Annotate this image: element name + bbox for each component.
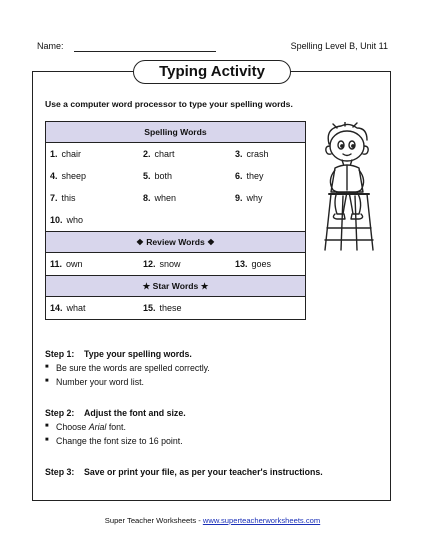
review-words-heading: ❖ Review Words ❖ [46,231,305,253]
step-heading: Adjust the font and size. [84,408,186,418]
list-item: ■ Be sure the words are spelled correctly. [56,363,210,373]
table-row: 14. what 15. these [50,303,182,313]
list-item: ■ Choose Arial font. [56,422,126,432]
word: both [154,171,173,181]
name-label: Name: [37,41,64,51]
word: what [66,303,86,313]
boy-on-stool-illustration [315,122,383,252]
footer-text: Super Teacher Worksheets - [104,516,203,525]
step-label: Step 3: [45,467,75,477]
word: snow [159,259,181,269]
word-table [45,121,306,320]
footer [0,516,425,525]
star-words-heading: ★ Star Words ★ [46,275,305,297]
table-row: 10. who [50,215,84,225]
word: goes [251,259,272,269]
step-heading: Save or print your file, as per your teacher's instructions. [84,467,323,477]
list-item: ■ Change the font size to 16 point. [56,436,183,446]
footer-link[interactable]: www.superteacherworksheets.com [202,516,321,525]
step-label: Step 2: [45,408,75,418]
step-label: Step 1: [45,349,75,359]
word: who [66,215,84,225]
table-row: 7. this 8. when 9. why [50,193,263,203]
word: why [246,193,263,203]
name-line [74,51,216,52]
instruction-text: Use a computer word processor to type your spelling words. [45,99,293,109]
table-row: 1. chair 2. chart 3. crash [50,149,269,159]
table-row: 11. own 12. snow 13. goes [50,259,272,269]
word: when [154,193,177,203]
word: they [246,171,264,181]
table-row: 4. sheep 5. both 6. they [50,171,264,181]
step-heading: Type your spelling words. [84,349,192,359]
page-title: Typing Activity [133,60,291,84]
word: own [66,259,83,269]
level-unit-label: Spelling Level B, Unit 11 [290,41,388,51]
word: chart [154,149,175,159]
word: sheep [61,171,87,181]
spelling-words-heading: Spelling Words [46,122,305,143]
word: crash [246,149,269,159]
word: this [61,193,76,203]
word: chair [61,149,82,159]
word: these [159,303,182,313]
list-item: ■ Number your word list. [56,377,144,387]
